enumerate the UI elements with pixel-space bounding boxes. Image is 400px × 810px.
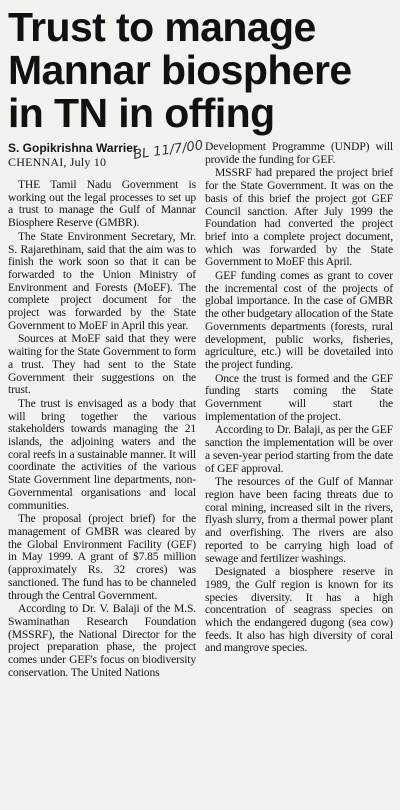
paragraph: Once the trust is formed and the GEF funding starts coming the State Government will start the implementation of the project. bbox=[205, 371, 393, 423]
headline-line-2: Mannar biosphere bbox=[8, 47, 352, 93]
paragraph: The proposal (project brief) for the management of GMBR was cleared by the Global Environment Facility (GEF) in May 1999. A grant of $7.85 million (approximately Rs. 32 crores) was sanctioned. The fund has to be channeled through the Central Government. bbox=[8, 512, 196, 602]
paragraph: According to Dr. Balaji, as per the GEF sanction the implementation will be over a seven-year period starting from the date of GEF approval. bbox=[205, 423, 393, 475]
paragraph: GEF funding comes as grant to cover the incremental cost of the projects of global importance. In the case of GMBR the other budgetary allocation of the State Governments departments (forests, rural development, public works, fisheries, agriculture, etc.) will be dovetailed into the project funding. bbox=[205, 269, 394, 371]
article-column-2 bbox=[205, 141, 393, 680]
paragraph: The State Environment Secretary, Mr. S. Rajarethinam, said that the aim was to finish the work soon so that it can be forwarded to the Union Ministry of Environment and Forests (MoEF). The complete project document for the project was forwarded by the State Government to MoEF in April this year. bbox=[8, 229, 196, 332]
headline-line-1: Trust to manage bbox=[8, 4, 316, 50]
paragraph: The resources of the Gulf of Mannar region have been facing threats due to coral mining, increased silt in the rivers, flyash slurry, from a thermal power plant and overfishing. The rivers are also reported to be carrying high load of sewage and fertilizer washings. bbox=[205, 475, 393, 565]
paragraph: The trust is envisaged as a body that will bring together the various stakeholders towards managing the 21 islands, the adjoining waters and the coral reefs in a sustainable manner. It will coordinate the activities of the various State Government line departments, non-Governmental organisations and local communities. bbox=[8, 396, 196, 512]
paragraph: According to Dr. V. Balaji of the M.S. Swaminathan Research Foundation (MSSRF), the National Director for the project preparation phase, the project comes under GEF's focus on biodiversity conservation. The United Nations bbox=[8, 602, 196, 679]
article-columns bbox=[8, 141, 394, 680]
article-column-1 bbox=[8, 141, 196, 680]
dateline: CHENNAI, July 10 bbox=[8, 155, 107, 169]
headline-line-3: in TN in offing bbox=[8, 90, 275, 136]
paragraph: THE Tamil Nadu Government is working out the legal processes to set up a trust to manage the Gulf of Mannar Biosphere Reserve (GMBR). bbox=[8, 178, 196, 230]
paragraph: Development Programme (UNDP) will provide the funding for GEF. bbox=[205, 140, 393, 166]
paragraph: Designated a biosphere reserve in 1989, the Gulf region is known for its species diversity. It has a high concentration of seagrass species on which the endangered dugong (sea cow) feeds. It also has high diversity of coral and mangrove species. bbox=[205, 565, 393, 655]
paragraph: MSSRF had prepared the project brief for the State Government. It was on the basis of this brief the project got GEF Council sanction. After July 1999 the Foundation had converted the project brief into a complete project document, which was forwarded by the State Government to MoEF this April. bbox=[205, 166, 393, 269]
byline: S. Gopikrishna Warrier bbox=[8, 141, 138, 155]
headline bbox=[8, 6, 394, 135]
paragraph: Sources at MoEF said that they were waiting for the State Government to form a trust. They had sent to the State Government their suggestions on the trust. bbox=[8, 332, 196, 397]
handwritten-annotation: BL 11/7/00 bbox=[132, 138, 205, 163]
